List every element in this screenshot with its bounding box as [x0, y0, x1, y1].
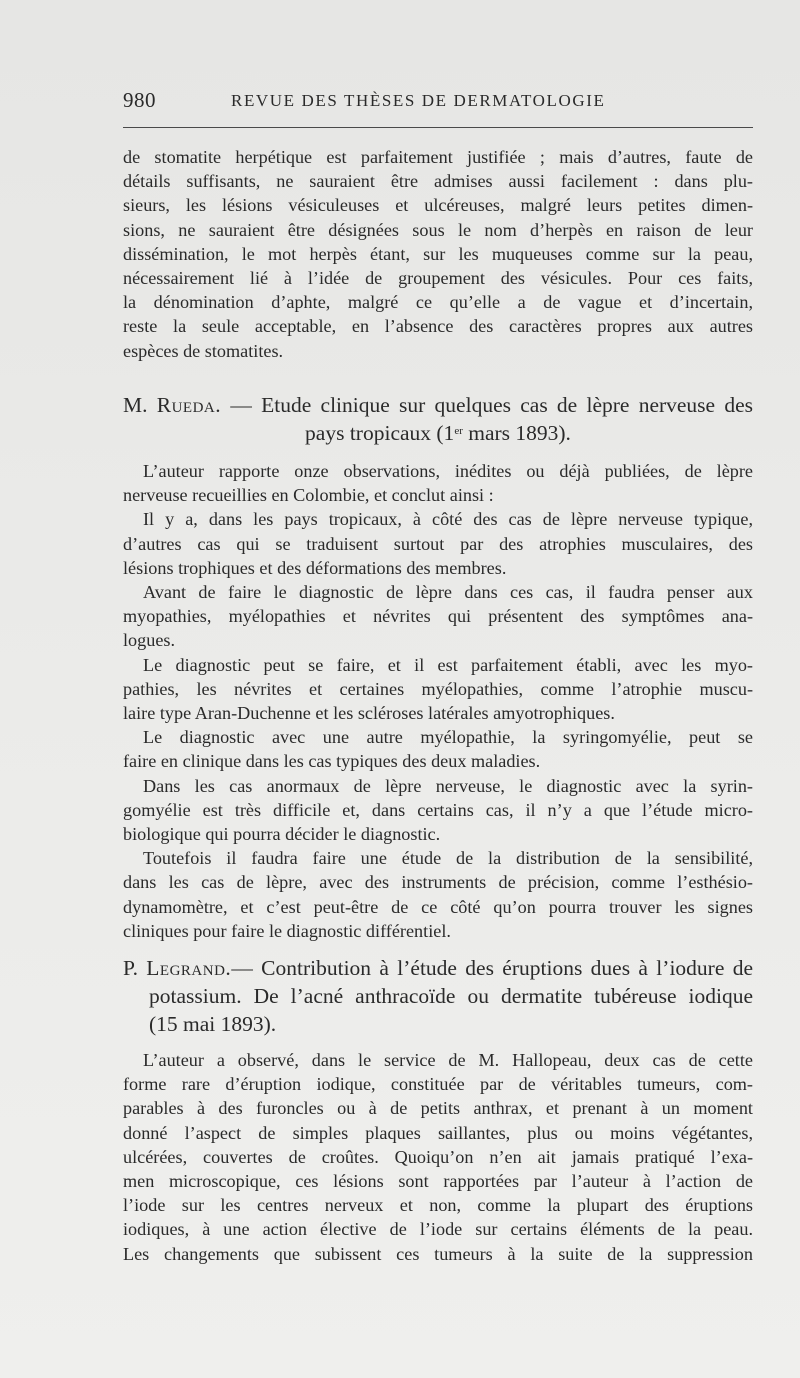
text-line: espèces de stomatites. [123, 340, 284, 361]
author-name: Legrand. [146, 956, 232, 980]
paragraph [123, 580, 753, 653]
text-line: détails suffisants, ne sauraient être admises aussi facilement : dans plu- [123, 171, 753, 192]
heading-line: (15 mai 1893). [149, 1012, 277, 1036]
text-line: Le diagnostic peut se faire, et il est parfaitement établi, avec les myo- [143, 654, 753, 675]
text-line: logues. [123, 630, 176, 651]
text-line: myopathies, myélopathies et névrites qui présentent des symptômes ana- [123, 606, 753, 627]
paragraph [123, 774, 753, 847]
text-line: laire type Aran-Duchenne et les scléroses latérales amyotrophiques. [123, 703, 615, 724]
text-line: reste la seule acceptable, en l’absence des caractères propres aux autres [123, 316, 753, 337]
text-line: de stomatite herpétique est parfaitement justifiée ; mais d’autres, faute de [123, 147, 753, 167]
running-title: REVUE DES THÈSES DE DERMATOLOGIE [231, 91, 606, 110]
text-line: nerveuse recueillies en Colombie, et conclut ainsi : [123, 485, 494, 506]
heading-line: potassium. De l’acné anthracoïde ou dermatite tubéreuse iodique [149, 984, 753, 1008]
text-line: pathies, les névrites et certaines myélopathies, comme l’atrophie muscu- [123, 678, 753, 699]
text-line: L’auteur rapporte onze observations, inédites ou déjà publiées, de lèpre [143, 461, 753, 481]
text-line: dynamomètre, et c’est peut-être de ce côté qu’on pourra trouver les signes [123, 896, 753, 917]
text-line: Le diagnostic avec une autre myélopathie, la syringomyélie, peut se [143, 727, 753, 748]
text-line: forme rare d’éruption iodique, constituée par de véritables tumeurs, com- [123, 1074, 753, 1095]
header-rule [123, 127, 753, 128]
section-heading-legrand [123, 954, 753, 1038]
page-number: 980 [123, 88, 156, 112]
paragraph [123, 846, 753, 943]
text-line: men microscopique, ces lésions sont rapportées par l’auteur à l’action de [123, 1171, 753, 1192]
rueda-body [123, 459, 753, 943]
author-initial: M. [123, 393, 148, 417]
text-line: cliniques pour faire le diagnostic différentiel. [123, 920, 451, 941]
heading-line [123, 391, 753, 419]
page-header [123, 88, 753, 118]
text-line: L’auteur a observé, dans le service de M. Hallopeau, deux cas de cette [143, 1050, 753, 1070]
text-line: sions, ne sauraient être désignées sous le nom d’herpès en raison de leur [123, 219, 753, 240]
text-line: gomyélie est très difficile et, dans certains cas, il n’y a que l’étude micro- [123, 799, 753, 820]
text-line: sieurs, les lésions vésiculeuses et ulcéreuses, malgré leurs petites dimen- [123, 195, 753, 216]
paragraph [123, 653, 753, 726]
text-line: l’iode sur les centres nerveux et non, comme la plupart des éruptions [123, 1195, 753, 1216]
text-line: faire en clinique dans les cas typiques des deux maladies. [123, 751, 541, 772]
text-line: dissémination, le mot herpès étant, sur les muqueuses comme sur la peau, [123, 243, 753, 264]
text-line: la dénomination d’aphte, malgré ce qu’elle a de vague et d’incertain, [123, 292, 753, 313]
author-name: Rueda. [156, 393, 222, 417]
text-line: Les changements que subissent ces tumeurs à la suite de la suppression [123, 1243, 753, 1264]
legrand-body [123, 1048, 753, 1266]
paragraph [123, 725, 753, 773]
heading-title: — Contribution à l’étude des éruptions dues à l’iodure de [231, 956, 754, 980]
text-line: iodiques, à une action élective de l’iode sur certains éléments de la peau. [123, 1219, 753, 1240]
text-line: biologique qui pourra décider le diagnostic. [123, 824, 441, 845]
heading-title: — Etude clinique sur quelques cas de lèpre nerveuse des [230, 393, 754, 417]
text-line: donné l’aspect de simples plaques saillantes, plus ou moins végétantes, [123, 1122, 753, 1143]
text-line: Il y a, dans les pays tropicaux, à côté des cas de lèpre nerveuse typique, [143, 509, 753, 530]
text-line: Toutefois il faudra faire une étude de la distribution de la sensibilité, [143, 848, 753, 869]
heading-line: pays tropicaux (1er mars 1893). [305, 421, 571, 445]
text-line: parables à des furoncles ou à de petits anthrax, et prenant à un moment [123, 1098, 753, 1119]
intro-paragraph [123, 145, 753, 363]
text-line: ulcérées, couvertes de croûtes. Quoiqu’on n’en ait jamais pratiqué l’exa- [123, 1146, 753, 1167]
text-line: Avant de faire le diagnostic de lèpre dans ces cas, il faudra penser aux [143, 582, 753, 603]
text-line: d’autres cas qui se traduisent surtout par des atrophies musculaires, des [123, 533, 753, 554]
text-line: dans les cas de lèpre, avec des instruments de précision, comme l’esthésio- [123, 872, 753, 893]
text-line: lésions trophiques et des déformations des membres. [123, 557, 507, 578]
heading-line [123, 954, 753, 982]
author-initial: P. [123, 956, 138, 980]
text-line: nécessairement lié à l’idée de groupement des vésicules. Pour ces faits, [123, 268, 753, 289]
text-line: Dans les cas anormaux de lèpre nerveuse, le diagnostic avec la syrin- [143, 775, 753, 796]
section-heading-rueda [123, 391, 753, 447]
paragraph [123, 459, 753, 507]
paragraph [123, 507, 753, 580]
